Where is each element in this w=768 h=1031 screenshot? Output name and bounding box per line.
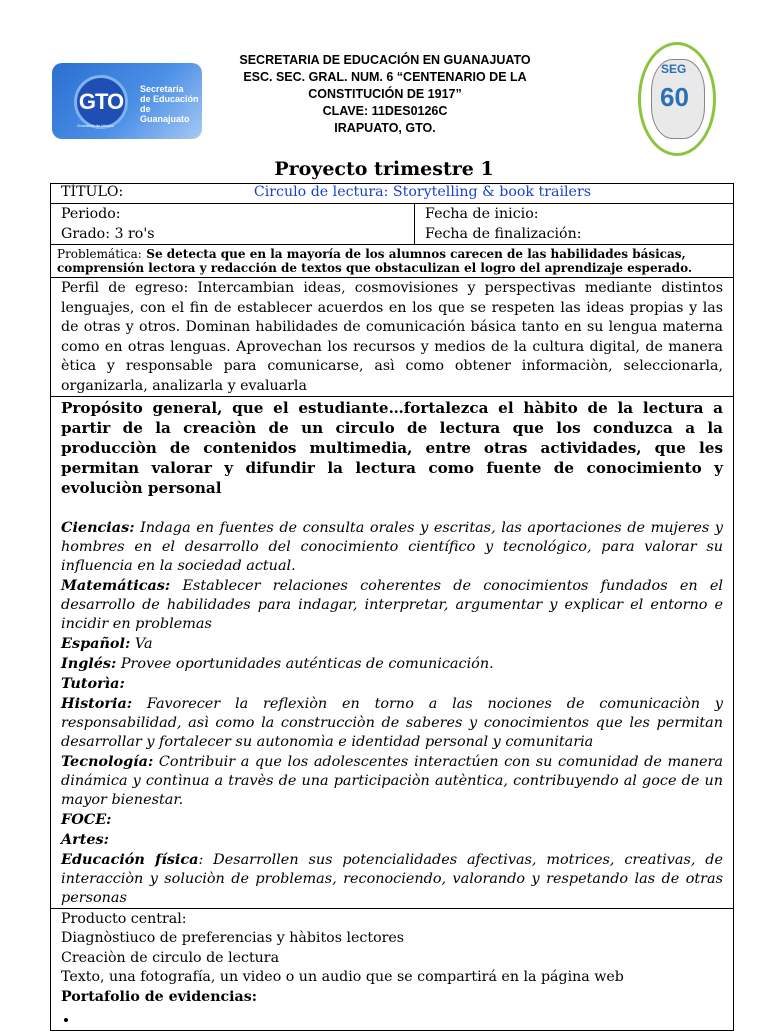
- problematica-label: Problemática:: [57, 247, 142, 261]
- subject-label: Matemáticas:: [61, 577, 171, 594]
- logo-text-line-1: Secretaría: [140, 84, 184, 94]
- subject-label: Español:: [61, 635, 131, 652]
- subject-ciencias: [61, 518, 723, 576]
- periodo-label: Periodo:: [61, 206, 121, 222]
- producto-item: Texto, una fotografía, un video o un audio que se compartirá en la página web: [61, 969, 624, 986]
- header-line-3: CONSTITUCIÓN DE 1917”: [308, 87, 462, 101]
- problematica-text: Se detecta que en la mayoría de los alumnos carecen de las habilidades básicas, comprensión lectora y redacción de textos que obstaculizan el logro del aprendizaje esperado.: [57, 247, 693, 275]
- subject-educacion-fisica: [61, 850, 723, 908]
- row-titulo: [51, 184, 734, 204]
- subject-tutoria: [61, 674, 723, 694]
- proposito-text: Propósito general, que el estudiante…fortalezca el hàbito de la lectura a partir de la creaciòn de un circulo de lectura que los conduzca a la producciòn de contenidos multimedia, entre otras actividades, que les permitan valorar y difundir la lectura como fuente de conocimiento y evoluciòn personal: [61, 399, 723, 497]
- subject-text: Contribuir a que los adolescentes interactúen con su comunidad de manera dinámica y contìnua a travès de una participaciòn autèntica, contribuyendo al goce de un mayor bienestar.: [61, 754, 723, 808]
- subject-ingles: [61, 654, 723, 674]
- subject-historia: [61, 694, 723, 752]
- row-problematica: [51, 245, 734, 278]
- subject-artes: [61, 830, 723, 850]
- subject-text: Provee oportunidades auténticas de comunicación.: [116, 656, 494, 672]
- fecha-inicio-label: Fecha de inicio:: [425, 206, 539, 222]
- header-line-4: CLAVE: 11DES0126C: [322, 104, 448, 118]
- list-item: [79, 1011, 723, 1030]
- project-title: Proyecto trimestre 1: [274, 158, 494, 180]
- titulo-value: Circulo de lectura: Storytelling & book trailers: [253, 184, 592, 200]
- subject-foce: [61, 810, 723, 830]
- subject-text: Establecer relaciones coherentes de conocimientos fundados en el desarrollo de habilidades para indagar, interpretar, argumentar y explicar el entorno e incidir en problemas: [61, 578, 723, 632]
- school-seal-logo: [638, 42, 716, 156]
- grado-label: Grado: 3 ro's: [61, 226, 155, 242]
- header-line-2: ESC. SEC. GRAL. NUM. 6 “CENTENARIO DE LA: [243, 70, 527, 84]
- subject-label: Tutorìa:: [61, 675, 125, 692]
- project-table: [50, 183, 734, 1031]
- subject-label: Historia:: [61, 695, 133, 712]
- subject-text: : Desarrollen sus potencialidades afectivas, motrices, creativas, de interacciòn y soluciòn de problemas, reconociendo, valorando y respetando las de otras personas: [61, 852, 723, 906]
- logo-text-line-3: de Guanajuato: [140, 104, 190, 124]
- portafolio-list: [79, 1011, 723, 1030]
- gto-logo-text: GTO: [78, 89, 124, 114]
- gto-logo-subtitle: Grandeza de México: [77, 123, 114, 128]
- row-proposito: [51, 397, 734, 909]
- seal-number: 60: [660, 82, 689, 112]
- subjects-list: [61, 518, 723, 908]
- header-line-5: IRAPUATO, GTO.: [334, 121, 436, 135]
- secretaria-logo-text: [140, 84, 202, 124]
- subject-text: Indaga en fuentes de consulta orales y escritas, las aportaciones de mujeres y hombres en el desarrollo del conocimiento científico y tecnológico, para valorar su influencia en la sociedad actual.: [61, 520, 723, 574]
- seal-emblem: [651, 59, 705, 139]
- subject-label: Educación física: [61, 851, 199, 868]
- producto-item: Diagnòstiuco de preferencias y hàbitos lectores: [61, 930, 405, 947]
- titulo-label: TÍTULO:: [61, 184, 124, 200]
- subject-label: Tecnología:: [61, 753, 154, 770]
- row-perfil: [51, 278, 734, 397]
- subject-label: Artes:: [61, 831, 109, 848]
- gto-logo-circle: [74, 75, 128, 129]
- subject-label: FOCE:: [61, 811, 112, 828]
- school-header-text: [210, 52, 560, 137]
- header-line-1: SECRETARIA DE EDUCACIÓN EN GUANAJUATO: [239, 53, 531, 67]
- producto-item: Creaciòn de circulo de lectura: [61, 949, 280, 966]
- row-producto: [51, 909, 734, 1031]
- logo-text-line-2: de Educación: [140, 94, 199, 104]
- subject-tecnologia: [61, 752, 723, 810]
- subject-matematicas: [61, 576, 723, 634]
- subject-label: Inglés:: [61, 655, 117, 672]
- producto-label: Producto central:: [61, 911, 187, 927]
- fecha-final-label: Fecha de finalización:: [425, 226, 582, 242]
- subject-text: Va: [130, 636, 153, 652]
- seg-guanajuato-logo: [52, 63, 202, 139]
- subject-label: Ciencias:: [61, 519, 135, 536]
- subject-text: Favorecer la reflexiòn en torno a las nociones de comunicaciòn y responsabilidad, asì como la construcciòn de saberes y conocimientos que les permitan desarrollar y fortalecer su autonomìa e identidad personal y comunitaria: [61, 696, 723, 750]
- portafolio-label: Portafolio de evidencias:: [61, 988, 257, 1005]
- row-periodo: [51, 204, 734, 245]
- perfil-egreso-text: Perfil de egreso: Intercambian ideas, cosmovisiones y perspectivas mediante distintos lenguajes, con el fin de establecer acuerdos en los que se respeten las ideas propias y las de otras y otros. Dominan habilidades de comunicación básica tanto en su lengua materna como en otras lenguas. Aprovechan los recursos y medios de la cultura digital, de manera ètica y responsable para comunicarse, asì como obtener informaciòn, seleccionarla, organizarla, analizarla y evaluarla: [61, 280, 723, 394]
- seal-top-text: SEG: [661, 62, 687, 76]
- subject-espanol: [61, 634, 723, 654]
